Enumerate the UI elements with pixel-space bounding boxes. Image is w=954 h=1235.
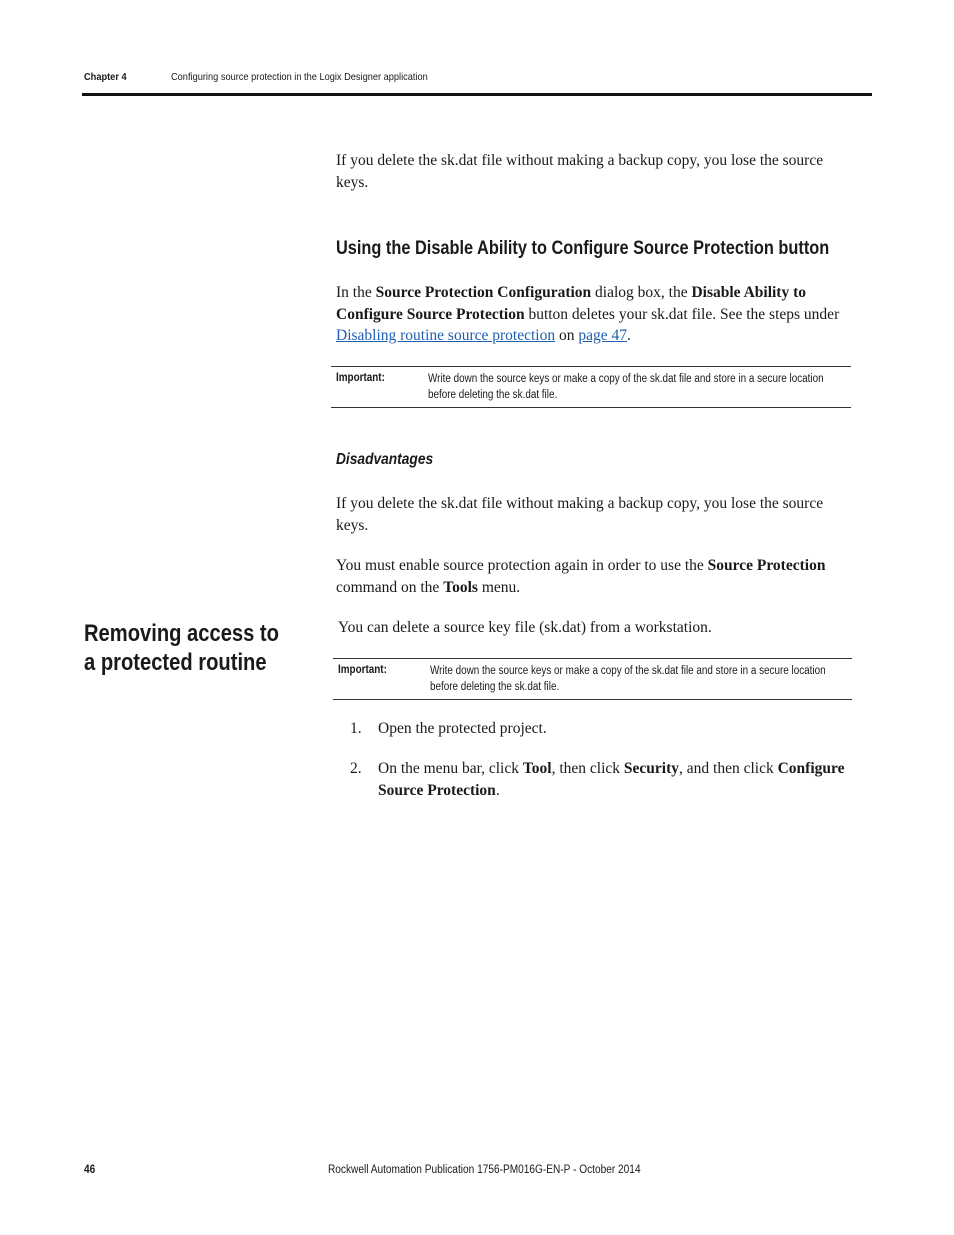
bold-dialog-name: Source Protection Configuration <box>375 284 592 301</box>
text-run: In the <box>336 284 376 301</box>
bold-button-name: Disable Ability to Configure Source Protection <box>336 284 807 323</box>
text-run: menu. <box>477 578 521 596</box>
step-text <box>378 758 878 801</box>
side-heading: Removing access to a protected routine <box>84 620 279 676</box>
step-item <box>350 758 880 802</box>
important-note-box <box>333 658 852 700</box>
text-run: . <box>495 781 500 799</box>
text-run: button deletes your sk.dat file. See the steps under <box>524 305 840 323</box>
important-label: Important: <box>338 664 387 676</box>
bold-menu-name: Security <box>623 760 680 777</box>
important-text: Write down the source keys or make a copy of the sk.dat file and store in a secure location before deleting the sk.dat file. <box>428 373 824 401</box>
step-text: Open the protected project. <box>378 720 547 737</box>
text-run: On the menu bar, click <box>378 760 523 777</box>
enable-protection-paragraph <box>336 555 866 598</box>
text-run: command on the <box>336 578 444 596</box>
page-reference-link[interactable]: page 47 <box>578 327 627 344</box>
bold-menu-name: Tools <box>443 578 478 596</box>
text-run: . <box>627 327 631 344</box>
subheading: Disadvantages <box>336 451 434 468</box>
bold-command-name: Source Protection <box>707 557 826 574</box>
chapter-title: Configuring source protection in the Logix Designer application <box>171 71 428 83</box>
section-heading: Using the Disable Ability to Configure Source Protection button <box>336 238 830 259</box>
text-run: dialog box, the <box>591 284 692 301</box>
text-run: You must enable source protection again in order to use the <box>336 557 708 574</box>
step-item <box>350 718 880 742</box>
bold-menu-name: Tool <box>522 760 552 777</box>
text-run: , and then click <box>679 760 778 777</box>
step-number: 2. <box>350 760 362 777</box>
step-number: 1. <box>350 720 362 737</box>
disadvantage-paragraph: If you delete the sk.dat file without making a backup copy, you lose the source keys. <box>336 495 824 534</box>
delete-key-paragraph: You can delete a source key file (sk.dat) from a workstation. <box>338 619 712 636</box>
header-rule <box>82 93 872 96</box>
disabling-routine-link[interactable]: Disabling routine source protection <box>336 327 556 344</box>
text-run: , then click <box>551 760 624 777</box>
disable-ability-paragraph <box>336 282 866 347</box>
important-text: Write down the source keys or make a copy of the sk.dat file and store in a secure location before deleting the sk.dat file. <box>430 665 826 693</box>
important-note-box <box>331 366 851 408</box>
intro-paragraph: If you delete the sk.dat file without making a backup copy, you lose the source keys. <box>336 152 824 191</box>
text-run: on <box>555 327 579 344</box>
bold-command-name: Configure Source Protection <box>378 760 845 799</box>
page-number: 46 <box>84 1164 96 1176</box>
publication-info: Rockwell Automation Publication 1756-PM016G-EN-P - October 2014 <box>328 1164 641 1176</box>
important-label: Important: <box>336 372 385 384</box>
chapter-label: Chapter 4 <box>84 71 127 83</box>
